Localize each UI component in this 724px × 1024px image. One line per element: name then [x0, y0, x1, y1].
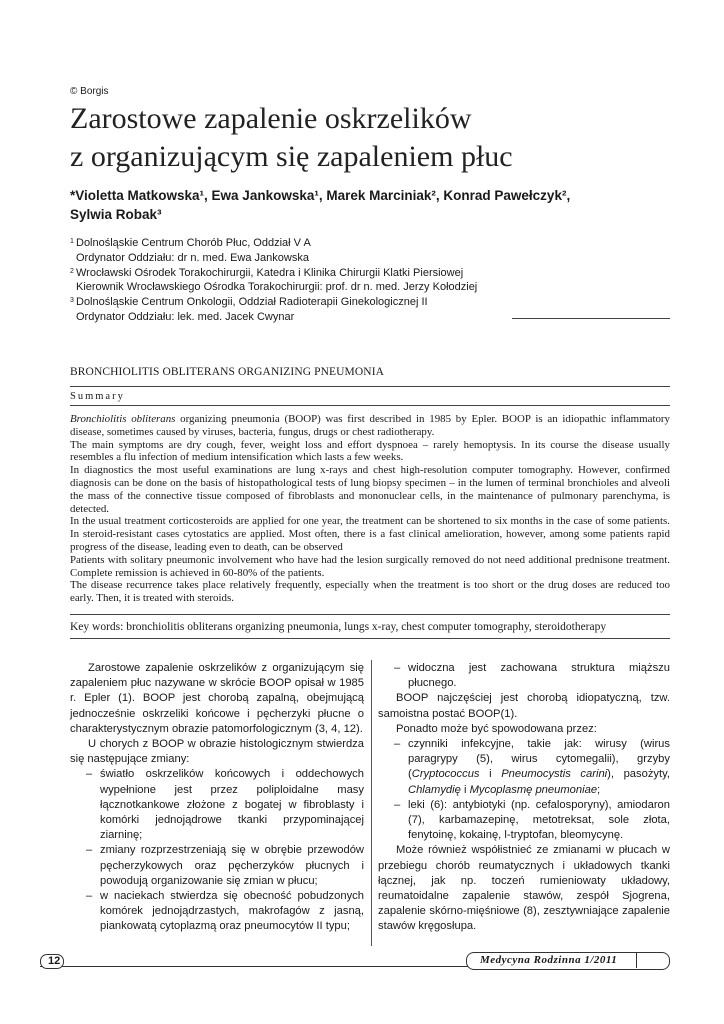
summary-paragraph: Patients with solitary pneumonic involvement who have had the lesion surgically removed do not need additional prednisone treatment. Complete remission is achieved in 60-80% of the patients.	[70, 553, 670, 579]
summary-paragraph: In diagnostics the most useful examinations are lung x-rays and chest high-resolution computer tomography. However, confirmed diagnosis can be done on the basis of histopathological tests of lung biopsy specimen – in the lumen of terminal bronchioles and alveoli the mass of the connective tissue composed of fibroblasts and mononuclear cells, in the maintenance of pulmonary parenchyma, is detected.	[70, 464, 670, 515]
affiliation-line: Dolnośląskie Centrum Chorób Płuc, Oddział V A	[76, 237, 311, 249]
affiliation-head-line: Ordynator Oddziału: lek. med. Jacek Cwynar	[76, 310, 295, 323]
authors-line-2: Sylwia Robak³	[70, 207, 162, 222]
affiliations	[70, 236, 590, 325]
journal-name: Medycyna Rodzinna 1/2011	[480, 954, 618, 966]
pathogen-name: Cryptococcus	[411, 768, 480, 781]
keywords: Key words: bronchiolitis obliterans organizing pneumonia, lungs x-ray, chest computer tomography, steroidotherapy	[70, 621, 607, 633]
body-paragraph: Ponadto może być spowodowana przez:	[396, 722, 597, 735]
list-text: i	[479, 768, 502, 781]
summary-sentence: organizing pneumonia (BOOP) was first described in 1985 by Epler. BOOP is an idiopathic inflammatory disease, sometimes caused by viruses, bacteria, fungus, drugs or chest radiotherapy.	[70, 413, 670, 438]
affiliation-head-line: Kierownik Wrocławskiego Ośrodka Torakochirurgii: prof. dr n. med. Jerzy Kołodziej	[76, 281, 478, 294]
page-number: 12	[48, 955, 61, 967]
affiliation-number: 1	[70, 238, 74, 245]
list-item	[378, 737, 670, 798]
affiliation-1-head	[70, 251, 590, 266]
list-item: – leki (6): antybiotyki (np. cefalosporyny), amiodaron (7), karbamazepinę, metotreksat, sole złota, fenytoinę, kokainę, l-tryptofan, bleomycynę.	[378, 798, 670, 844]
findings-list	[70, 767, 364, 934]
findings-list-continued	[378, 661, 670, 691]
pathogen-name: Chlamydię	[408, 783, 461, 796]
summary-text	[70, 413, 670, 605]
affiliation-1	[70, 236, 590, 251]
column-divider	[371, 660, 372, 946]
affiliation-2	[70, 266, 590, 281]
authors-line-1: *Violetta Matkowska¹, Ewa Jankowska¹, Marek Marciniak², Konrad Pawełczyk²,	[70, 188, 571, 203]
affiliation-line: Dolnośląskie Centrum Onkologii, Oddział Radioterapii Ginekologicznej II	[76, 296, 428, 309]
list-item: – widoczna jest zachowana struktura miąższu płucnego.	[378, 661, 670, 691]
divider	[70, 638, 670, 639]
divider	[70, 405, 670, 406]
journal-tab-end	[636, 952, 669, 968]
list-item: – światło oskrzelików końcowych i oddechowych wypełnione jest przez poliploidalne masy łącznotkankowe złożone z bogatej w fibroblasty i komórki jednojądrowe tkanki przypominającej ziarninę;	[70, 767, 364, 843]
body-column-left	[70, 661, 364, 935]
english-title: BRONCHIOLITIS OBLITERANS ORGANIZING PNEUMONIA	[70, 366, 385, 378]
authors	[70, 186, 670, 224]
list-text: ), pasożyty,	[607, 768, 671, 781]
list-text: i	[460, 783, 470, 796]
list-text: ;	[597, 783, 601, 796]
affiliation-2-head	[70, 280, 590, 295]
article-title	[70, 100, 670, 176]
affiliation-line: Wrocławski Ośrodek Torakochirurgii, Katedra i Klinika Chirurgii Klatki Piersiowej	[76, 266, 464, 279]
list-text: czynniki infekcyjne, takie jak: wirusy (wirus paragrypy (5), wirus cytomegalii), grzyby (	[408, 738, 670, 781]
body-column-right	[378, 661, 670, 935]
summary-paragraph: The main symptoms are dry cough, fever, weight loss and effort dyspnoea – rarely hemoptysis. In its course the disease usually resembles a flu infection of medium intensification which lasts a few weeks.	[70, 438, 670, 464]
causes-list	[378, 737, 670, 843]
divider	[70, 614, 670, 615]
summary-paragraph	[70, 413, 670, 439]
list-item: – zmiany rozprzestrzeniają się w obrębie przewodów pęcherzykowych oraz pęcherzyków płucnych i powodują organizowanie się zmian w płucu;	[70, 843, 364, 889]
title-line-1: Zarostowe zapalenie oskrzelików	[70, 102, 472, 135]
body-paragraph: U chorych z BOOP w obrazie histologicznym stwierdza się następujące zmiany:	[70, 738, 364, 766]
summary-italic-term: Bronchiolitis obliterans	[70, 413, 176, 425]
affiliation-3	[70, 295, 590, 310]
affiliation-divider	[512, 318, 670, 319]
body-paragraph: Może również współistnieć ze zmianami w płucach w przebiegu chorób reumatycznych i układowych tkanki łącznej, jak np. toczeń rumieniowaty układowy, reumatoidalne zapalenie stawów, zespół Sjogrena, zapalenie skórno-mięśniowe (8), zesztywniające zapalenie stawów kręgosłupa.	[378, 844, 670, 933]
body-paragraph: BOOP najczęściej jest chorobą idiopatyczną, tzw. samoistna postać BOOP(1).	[378, 692, 670, 720]
list-item: – w naciekach stwierdza się obecność pobudzonych komórek jednojądrzastych, makrofagów z jasną, piankowatą cytoplazmą oraz pneumocytów II typu;	[70, 889, 364, 935]
summary-paragraph: In the usual treatment corticosteroids are applied for one year, the treatment can be shortened to six months in the case of some patients. In steroid-resistant cases cytostatics are applied. Most often, there is a fast clinical amelioration, however, among some patients rapid progress of the disease, leading even to death, can be observed	[70, 515, 670, 553]
affiliation-number: 3	[70, 297, 74, 305]
summary-heading: Summary	[70, 391, 125, 402]
pathogen-name: Mycoplasmę pneumoniae	[469, 783, 598, 796]
divider	[70, 386, 670, 387]
copyright-notice: © Borgis	[70, 86, 109, 97]
pathogen-name: Pneumocystis carini	[501, 768, 608, 781]
body-paragraph: Zarostowe zapalenie oskrzelików z organizującym się zapaleniem płuc nazywane w skrócie BOOP opisał w 1985 r. Epler (1). BOOP jest chorobą zapalną, obejmującą jednocześnie oskrzeliki końcowe i pęcherzyki płucne o charakterystycznym obrazie patomorfologicznym (3, 4, 12).	[70, 662, 364, 735]
affiliation-head-line: Ordynator Oddziału: dr n. med. Ewa Jankowska	[76, 251, 309, 264]
title-line-2: z organizującym się zapaleniem płuc	[70, 140, 513, 173]
summary-paragraph: The disease recurrence takes place relatively frequently, especially when the treatment is too short or the drug doses are reduced too early. Then, it is treated with steroids.	[70, 579, 670, 605]
affiliation-number: 2	[70, 267, 74, 275]
